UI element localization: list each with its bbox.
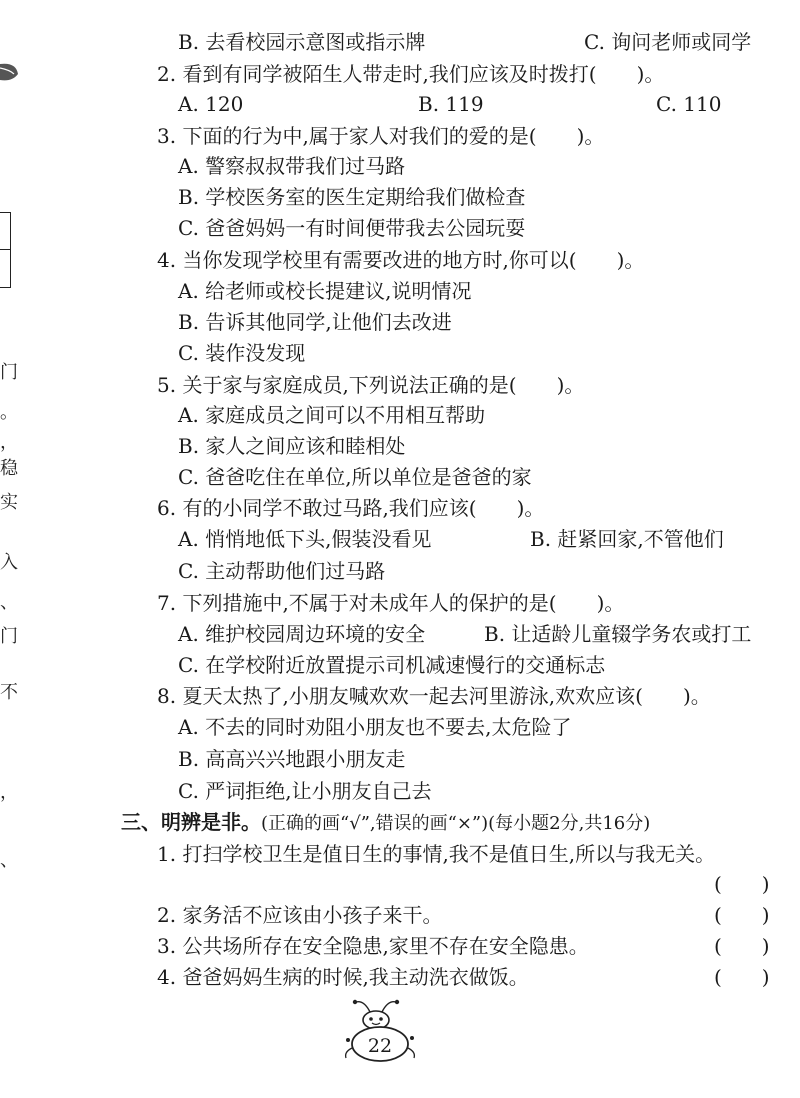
margin-char: 门 <box>0 626 18 647</box>
question-option: C. 110 <box>656 92 722 116</box>
question-option: C. 爸爸妈妈一有时间便带我去公园玩耍 <box>178 216 526 240</box>
question-option: A. 给老师或校长提建议,说明情况 <box>178 279 472 303</box>
question-stem: 7. 下列措施中,不属于对未成年人的保护的是( )。 <box>157 591 625 615</box>
question-option: B. 119 <box>418 92 484 116</box>
margin-char: 实 <box>0 492 18 513</box>
margin-box-divider <box>0 249 10 250</box>
margin-char: 、 <box>0 850 18 871</box>
margin-char: 不 <box>0 682 18 703</box>
answer-blank[interactable]: ( ) <box>714 965 770 989</box>
judgement-item: 3. 公共场所存在安全隐患,家里不存在安全隐患。 <box>157 934 589 958</box>
margin-char: 。 <box>0 402 18 423</box>
judgement-item: 1. 打扫学校卫生是值日生的事情,我不是值日生,所以与我无关。 <box>157 842 716 866</box>
judgement-item: 2. 家务活不应该由小孩子来干。 <box>157 903 443 927</box>
question-option: C. 主动帮助他们过马路 <box>178 559 386 583</box>
question-option: B. 告诉其他同学,让他们去改进 <box>178 310 452 334</box>
question-option: B. 赶紧回家,不管他们 <box>530 527 724 551</box>
question-option: B. 高高兴兴地跟小朋友走 <box>178 747 406 771</box>
section-instructions: (正确的画“√”,错误的画“×”)(每小题2分,共16分) <box>261 813 651 834</box>
section-heading <box>121 808 650 838</box>
margin-char: 门 <box>0 362 18 383</box>
question-stem: 8. 夏天太热了,小朋友喊欢欢一起去河里游泳,欢欢应该( )。 <box>157 684 711 708</box>
question-option: A. 警察叔叔带我们过马路 <box>178 154 406 178</box>
margin-box <box>0 212 11 288</box>
answer-blank[interactable]: ( ) <box>714 872 770 896</box>
margin-char: 入 <box>0 552 18 573</box>
question-option: A. 悄悄地低下头,假装没看见 <box>178 527 432 551</box>
question-option: C. 严词拒绝,让小朋友自己去 <box>178 779 432 803</box>
question-stem: 3. 下面的行为中,属于家人对我们的爱的是( )。 <box>157 124 605 148</box>
question-stem: 5. 关于家与家庭成员,下列说法正确的是( )。 <box>157 373 585 397</box>
margin-char: 、 <box>0 592 18 613</box>
judgement-item: 4. 爸爸妈妈生病的时候,我主动洗衣做饭。 <box>157 965 529 989</box>
margin-char: ， <box>0 782 18 803</box>
answer-blank[interactable]: ( ) <box>714 903 770 927</box>
page-number: 22 <box>367 1035 393 1057</box>
margin-leaf-icon <box>0 58 22 88</box>
margin-char: ， <box>0 432 18 453</box>
question-stem: 2. 看到有同学被陌生人带走时,我们应该及时拨打( )。 <box>157 62 665 86</box>
question-option: A. 不去的同时劝阻小朋友也不要去,太危险了 <box>178 715 572 739</box>
q1-option-b: B. 去看校园示意图或指示牌 <box>178 30 426 54</box>
answer-blank[interactable]: ( ) <box>714 934 770 958</box>
question-option: A. 120 <box>178 92 244 116</box>
question-option: B. 家人之间应该和睦相处 <box>178 434 406 458</box>
question-option: B. 学校医务室的医生定期给我们做检查 <box>178 185 526 209</box>
question-option: C. 在学校附近放置提示司机减速慢行的交通标志 <box>178 653 606 677</box>
margin-char: 稳 <box>0 458 18 479</box>
q1-option-c: C. 询问老师或同学 <box>584 30 752 54</box>
question-option: B. 让适龄儿童辍学务农或打工 <box>484 622 752 646</box>
question-option: A. 家庭成员之间可以不用相互帮助 <box>178 403 486 427</box>
question-option: C. 装作没发现 <box>178 341 306 365</box>
question-option: A. 维护校园周边环境的安全 <box>178 622 426 646</box>
ladybug-icon <box>336 998 424 1068</box>
section-title: 三、明辨是非。 <box>121 810 261 834</box>
page-footer <box>336 998 424 1068</box>
question-stem: 4. 当你发现学校里有需要改进的地方时,你可以( )。 <box>157 248 645 272</box>
question-stem: 6. 有的小同学不敢过马路,我们应该( )。 <box>157 496 545 520</box>
question-option: C. 爸爸吃住在单位,所以单位是爸爸的家 <box>178 465 532 489</box>
